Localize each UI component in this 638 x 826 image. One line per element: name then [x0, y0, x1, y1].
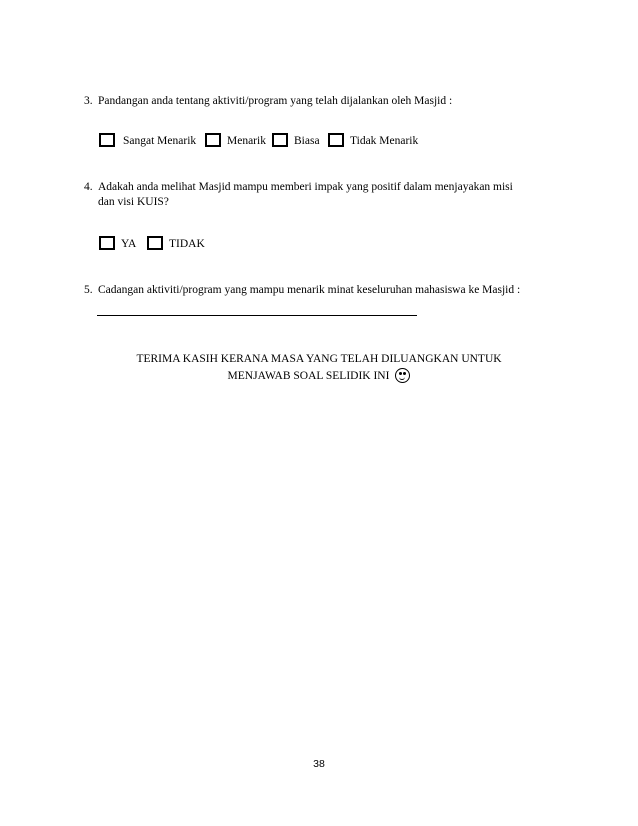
- question-text-line-1: Adakah anda melihat Masjid mampu memberi impak yang positif dalam menjayakan misi: [98, 181, 513, 193]
- option-label: Tidak Menarik: [350, 135, 419, 147]
- question-3-options: [99, 133, 499, 151]
- checkbox-icon[interactable]: [99, 236, 115, 250]
- question-number: 3.: [84, 95, 93, 107]
- question-number: 4.: [84, 181, 93, 193]
- page-number: 38: [313, 758, 325, 770]
- closing-line-1: TERIMA KASIH KERANA MASA YANG TELAH DILUANGKAN UNTUK: [136, 353, 502, 365]
- checkbox-icon[interactable]: [328, 133, 344, 147]
- question-text: Pandangan anda tentang aktiviti/program yang telah dijalankan oleh Masjid :: [98, 95, 453, 107]
- answer-line[interactable]: [97, 315, 417, 316]
- question-text-line-2: dan visi KUIS?: [98, 196, 169, 208]
- question-4-options: [99, 236, 299, 254]
- closing-line-2: [0, 368, 638, 384]
- option-label: Sangat Menarik: [123, 135, 197, 147]
- question-number: 5.: [84, 284, 93, 296]
- checkbox-icon[interactable]: [272, 133, 288, 147]
- option-label: Menarik: [227, 135, 266, 147]
- closing-text: MENJAWAB SOAL SELIDIK INI: [227, 370, 390, 382]
- smiley-face-icon: [395, 368, 410, 383]
- checkbox-icon[interactable]: [99, 133, 115, 147]
- question-text: Cadangan aktiviti/program yang mampu menarik minat keseluruhan mahasiswa ke Masjid :: [98, 284, 521, 296]
- checkbox-icon[interactable]: [205, 133, 221, 147]
- option-label: Biasa: [294, 135, 320, 147]
- checkbox-icon[interactable]: [147, 236, 163, 250]
- option-label: YA: [121, 238, 137, 250]
- option-label: TIDAK: [169, 238, 205, 250]
